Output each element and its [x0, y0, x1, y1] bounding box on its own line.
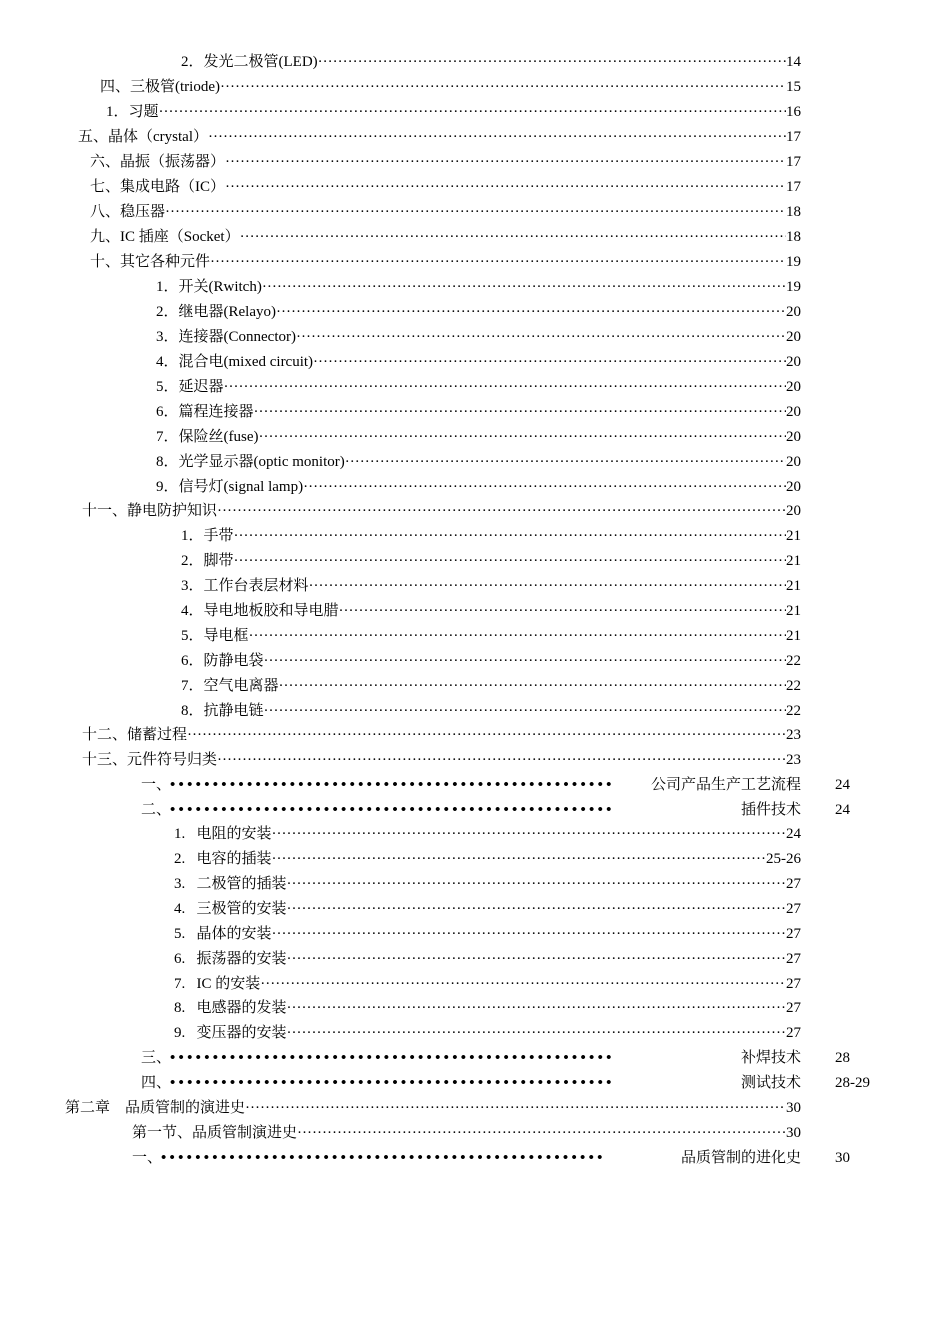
toc-bullet-row	[0, 1071, 950, 1095]
toc-page: 22	[786, 678, 801, 694]
toc-row	[181, 549, 801, 573]
toc-title: 插件技术	[740, 802, 801, 818]
toc-page: 27	[786, 951, 801, 967]
toc-row	[90, 225, 801, 249]
toc-row	[82, 499, 801, 523]
dot-leader	[224, 375, 786, 399]
dot-leader	[240, 225, 786, 249]
toc-row	[181, 524, 801, 548]
dot-leader	[254, 400, 786, 424]
toc-page: 24	[835, 802, 850, 818]
dot-leader	[159, 100, 786, 124]
toc-label: 7．保险丝(fuse)	[156, 429, 259, 445]
toc-row	[174, 972, 801, 996]
toc-page: 14	[786, 54, 801, 70]
toc-row	[82, 723, 801, 747]
dot-leader	[313, 350, 786, 374]
toc-page: 27	[786, 876, 801, 892]
toc-title: 品质管制的进化史	[680, 1150, 801, 1166]
toc-label: 4．导电地板胶和导电腊	[181, 603, 339, 619]
dot-leader	[234, 524, 786, 548]
toc-page: 15	[786, 79, 801, 95]
toc-label: 八、稳压器	[90, 204, 166, 220]
toc-label: 8．抗静电链	[181, 703, 264, 719]
toc-row	[181, 699, 801, 723]
toc-label: 1. 电阻的安装	[174, 826, 272, 842]
toc-label: 3. 二极管的插装	[174, 876, 287, 892]
toc-row	[106, 100, 801, 124]
toc-label: 一、	[132, 1150, 163, 1166]
toc-row	[174, 996, 801, 1020]
dot-leader	[234, 549, 786, 573]
toc-label: 二、	[141, 802, 172, 818]
toc-page: 21	[786, 628, 801, 644]
toc-label: 9. 变压器的安装	[174, 1025, 287, 1041]
toc-label: 2．脚带	[181, 553, 234, 569]
toc-label: 9．信号灯(signal lamp)	[156, 479, 304, 495]
toc-label: 四、	[141, 1075, 172, 1091]
toc-row	[156, 375, 801, 399]
toc-label: 3．连接器(Connector)	[156, 329, 296, 345]
toc-row	[181, 649, 801, 673]
dot-leader	[249, 624, 786, 648]
toc-label: 九、IC 插座（Socket）	[90, 229, 240, 245]
toc-page: 27	[786, 1000, 801, 1016]
toc-page: 17	[786, 154, 801, 170]
toc-row	[174, 897, 801, 921]
toc-label: 十二、储蓄过程	[82, 727, 188, 743]
toc-page: 22	[786, 653, 801, 669]
dot-leader	[272, 847, 766, 871]
toc-page: 18	[786, 229, 801, 245]
toc-page: 20	[786, 329, 801, 345]
toc-page: 20	[786, 454, 801, 470]
toc-row	[181, 599, 801, 623]
toc-page: 21	[786, 528, 801, 544]
toc-page: 20	[786, 503, 801, 519]
toc-row	[90, 250, 801, 274]
toc-title: 补焊技术	[740, 1050, 801, 1066]
dot-leader	[303, 475, 786, 499]
toc-row	[156, 475, 801, 499]
toc-page: 20	[786, 354, 801, 370]
toc-bullet-row	[0, 773, 950, 797]
toc-label: 一、	[141, 777, 172, 793]
toc-label: 7．空气电离器	[181, 678, 279, 694]
toc-label: 2．发光二极管(LED)	[181, 54, 318, 70]
toc-title: 测试技术	[740, 1075, 801, 1091]
dot-leader	[262, 275, 786, 299]
bullet-leader	[161, 1146, 663, 1170]
toc-page: 16	[786, 104, 801, 120]
toc-page: 30	[786, 1125, 801, 1141]
dot-leader	[272, 922, 786, 946]
toc-row	[156, 300, 801, 324]
toc-label: 3．工作台表层材料	[181, 578, 309, 594]
toc-label: 1．习题	[106, 104, 159, 120]
dot-leader	[225, 150, 786, 174]
toc-row	[181, 674, 801, 698]
dot-leader	[272, 822, 786, 846]
bullet-leader	[170, 773, 632, 797]
toc-page: 24	[786, 826, 801, 842]
toc-label: 十三、元件符号归类	[82, 752, 218, 768]
dot-leader	[225, 175, 786, 199]
dot-leader	[258, 425, 786, 449]
toc-page: 21	[786, 578, 801, 594]
dot-leader	[276, 300, 786, 324]
toc-page: 25-26	[766, 851, 801, 867]
toc-bullet-row	[0, 1046, 950, 1070]
toc-row	[156, 325, 801, 349]
toc-label: 七、集成电路（IC）	[90, 179, 226, 195]
toc-label: 6．篇程连接器	[156, 404, 254, 420]
dot-leader	[279, 674, 786, 698]
toc-label: 8．光学显示器(optic monitor)	[156, 454, 345, 470]
toc-title: 公司产品生产工艺流程	[650, 777, 801, 793]
toc-row	[156, 350, 801, 374]
dot-leader	[208, 125, 786, 149]
toc-page: 20	[786, 429, 801, 445]
toc-row	[174, 922, 801, 946]
dot-leader	[287, 1021, 786, 1045]
toc-label: 1．开关(Rwitch)	[156, 279, 262, 295]
dot-leader	[296, 325, 786, 349]
toc-page: 27	[786, 1025, 801, 1041]
toc-label: 6．防静电袋	[181, 653, 264, 669]
dot-leader	[287, 872, 786, 896]
toc-row	[174, 947, 801, 971]
toc-label: 5．导电框	[181, 628, 249, 644]
toc-page: 21	[786, 553, 801, 569]
toc-row	[90, 150, 801, 174]
toc-page: 28-29	[835, 1075, 870, 1091]
toc-page: 20	[786, 404, 801, 420]
toc-label: 十一、静电防护知识	[82, 503, 218, 519]
toc-page: 20	[786, 479, 801, 495]
toc-row	[156, 275, 801, 299]
toc-label: 四、三极管(triode)	[100, 79, 220, 95]
chapter-row	[65, 1096, 801, 1120]
toc-page: 28	[835, 1050, 850, 1066]
dot-leader	[220, 75, 786, 99]
toc-page: 27	[786, 976, 801, 992]
dot-leader	[264, 649, 786, 673]
dot-leader	[345, 450, 786, 474]
toc-page: 20	[786, 304, 801, 320]
toc-page: 20	[786, 379, 801, 395]
toc-label: 6. 振荡器的安装	[174, 951, 287, 967]
toc-row	[181, 574, 801, 598]
dot-leader	[339, 599, 786, 623]
toc-page: 23	[786, 727, 801, 743]
toc-row	[100, 75, 801, 99]
toc-page: 24	[835, 777, 850, 793]
toc-row	[181, 624, 801, 648]
toc-row	[78, 125, 801, 149]
toc-label: 4．混合电(mixed circuit)	[156, 354, 314, 370]
toc-row	[174, 872, 801, 896]
toc-page: 23	[786, 752, 801, 768]
toc-label: 十、其它各种元件	[90, 254, 211, 270]
toc-row	[156, 450, 801, 474]
dot-leader	[287, 947, 786, 971]
dot-leader	[217, 499, 786, 523]
toc-page: 18	[786, 204, 801, 220]
dot-leader	[318, 50, 786, 74]
dot-leader	[217, 748, 786, 772]
toc-label: 第一节、品质管制演进史	[132, 1125, 298, 1141]
toc-page: 19	[786, 254, 801, 270]
dot-leader	[245, 1096, 786, 1120]
toc-row	[82, 748, 801, 772]
toc-bullet-row	[0, 1146, 950, 1170]
toc-row	[156, 425, 801, 449]
toc-row	[90, 200, 801, 224]
toc-page: 27	[786, 926, 801, 942]
toc-row	[174, 822, 801, 846]
toc-page: 17	[786, 179, 801, 195]
toc-label: 五、晶体（crystal）	[78, 129, 208, 145]
toc-page: 30	[835, 1150, 850, 1166]
section-row	[132, 1121, 801, 1145]
toc-label: 5．延迟器	[156, 379, 224, 395]
toc-page: 17	[786, 129, 801, 145]
toc-label: 1．手带	[181, 528, 234, 544]
toc-label: 三、	[141, 1050, 172, 1066]
toc-row	[174, 847, 801, 871]
toc-page: 21	[786, 603, 801, 619]
dot-leader	[187, 723, 786, 747]
toc-page: 19	[786, 279, 801, 295]
toc-row	[90, 175, 801, 199]
dot-leader	[210, 250, 786, 274]
toc-page: 27	[786, 901, 801, 917]
dot-leader	[165, 200, 786, 224]
dot-leader	[287, 897, 786, 921]
bullet-leader	[170, 1071, 732, 1095]
bullet-leader	[170, 798, 732, 822]
bullet-leader	[170, 1046, 732, 1070]
dot-leader	[287, 996, 786, 1020]
dot-leader	[264, 699, 786, 723]
toc-page: 22	[786, 703, 801, 719]
toc-row	[181, 50, 801, 74]
toc-row	[174, 1021, 801, 1045]
toc-row	[156, 400, 801, 424]
toc-label: 4. 三极管的安装	[174, 901, 287, 917]
dot-leader	[260, 972, 786, 996]
toc-label: 2. 电容的插装	[174, 851, 272, 867]
dot-leader	[297, 1121, 786, 1145]
toc-label: 六、晶振（振荡器）	[90, 154, 226, 170]
toc-label: 7. IC 的安装	[174, 976, 261, 992]
toc-label: 2．继电器(Relayo)	[156, 304, 276, 320]
toc-label: 第二章 品质管制的演进史	[65, 1100, 246, 1116]
toc-bullet-row	[0, 798, 950, 822]
toc-page: 30	[786, 1100, 801, 1116]
toc-label: 8. 电感器的发装	[174, 1000, 287, 1016]
dot-leader	[309, 574, 786, 598]
toc-label: 5. 晶体的安装	[174, 926, 272, 942]
